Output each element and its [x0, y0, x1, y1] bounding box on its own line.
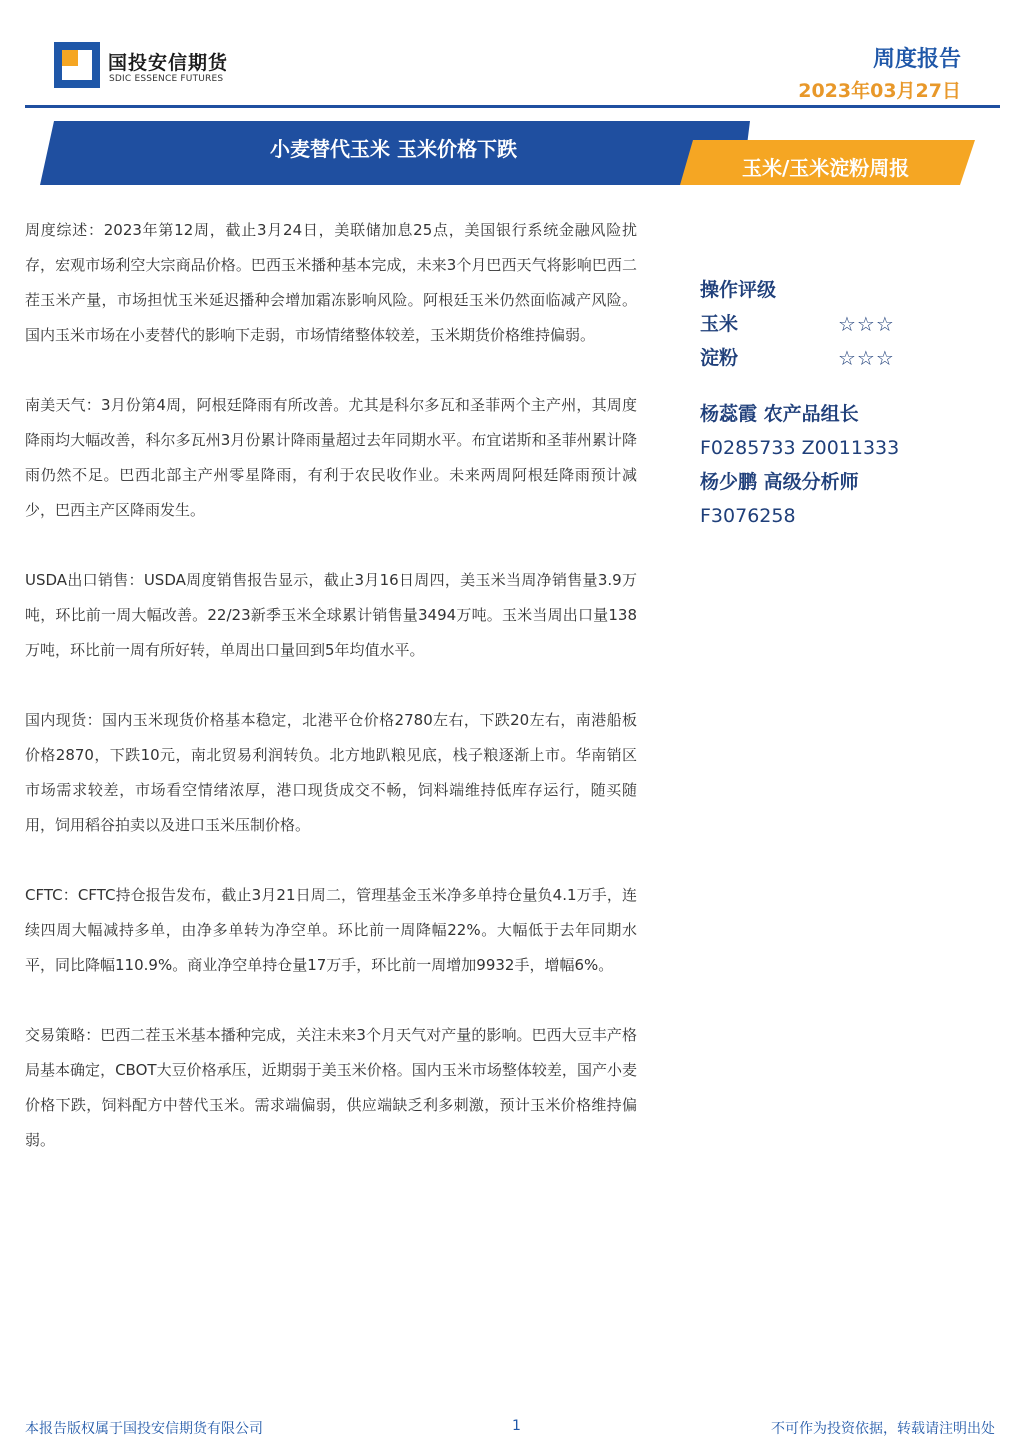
analyst-name: 杨蕊霞 农产品组长: [700, 403, 859, 425]
rating-heading: 操作评级: [700, 279, 777, 301]
paragraph-south-america-weather: 南美天气：3月份第4周，阿根廷降雨有所改善。尤其是科尔多瓦和圣菲两个主产州，其周度降雨均大幅改善，科尔多瓦州3月份累计降雨量超过去年同期水平。布宜诺斯和圣菲州累计降雨仍然不足。巴西北部主产州零星降雨，有利于农民收作业。未来两周阿根廷降雨预计减少，巴西主产区降雨发生。: [25, 396, 637, 519]
analyst-license-id: F0285733 Z0011333: [700, 437, 900, 459]
report-body: [25, 213, 637, 1193]
analyst-name: 杨少鹏 高级分析师: [700, 471, 859, 493]
footer-copyright: 本报告版权属于国投安信期货有限公司: [25, 1421, 263, 1437]
sidebar: [700, 273, 980, 533]
rating-name: 淀粉: [700, 347, 739, 369]
rating-row-corn: [700, 307, 980, 341]
paragraph-weekly-summary: 周度综述：2023年第12周，截止3月24日，美联储加息25点，美国银行系统金融风险扰存，宏观市场利空大宗商品价格。巴西玉米播种基本完成，未来3个月巴西天气将影响巴西二茬玉米产量，市场担忧玉米延迟播种会增加霜冻影响风险。阿根廷玉米仍然面临减产风险。国内玉米市场在小麦替代的影响下走弱，市场情绪整体较差，玉米期货价格维持偏弱。: [25, 221, 637, 344]
star-rating-icon: ☆☆☆: [838, 346, 895, 370]
rating-name: 玉米: [700, 313, 739, 335]
report-subtitle: 玉米/玉米淀粉周报: [742, 156, 910, 180]
report-title: 小麦替代玉米 玉米价格下跌: [270, 137, 517, 161]
paragraph-cftc: CFTC：CFTC持仓报告发布，截止3月21日周二，管理基金玉米净多单持仓量负4.1万手，连续四周大幅减持多单，由净多单转为净空单。环比前一周降幅22%。大幅低于去年同期水平，同比降幅110.9%。商业净空单持仓量17万手，环比前一周增加9932手，增幅6%。: [25, 886, 637, 974]
company-name-cn: 国投安信期货: [108, 52, 229, 74]
paragraph-domestic-spot: 国内现货：国内玉米现货价格基本稳定，北港平仓价格2780左右，下跌20左右，南港船板价格2870，下跌10元，南北贸易利润转负。北方地趴粮见底，栈子粮逐渐上市。华南销区市场需求较差，市场看空情绪浓厚，港口现货成交不畅，饲料端维持低库存运行，随买随用，饲用稻谷拍卖以及进口玉米压制价格。: [25, 711, 637, 834]
analyst-license-id: F3076258: [700, 505, 796, 527]
paragraph-trading-strategy: 交易策略：巴西二茬玉米基本播种完成，关注未来3个月天气对产量的影响。巴西大豆丰产格局基本确定，CBOT大豆价格承压，近期弱于美玉米价格。国内玉米市场整体较差，国产小麦价格下跌，饲料配方中替代玉米。需求端偏弱，供应端缺乏利多刺激，预计玉米价格维持偏弱。: [25, 1026, 637, 1149]
rating-row-starch: [700, 341, 980, 375]
page-number: 1: [512, 1418, 521, 1434]
company-name-en: SDIC ESSENCE FUTURES: [109, 74, 224, 84]
report-type: 周度报告: [872, 47, 961, 72]
footer-disclaimer: 不可作为投资依据，转载请注明出处: [771, 1421, 995, 1437]
report-date: 2023年03月27日: [798, 80, 961, 102]
star-rating-icon: ☆☆☆: [838, 312, 895, 336]
paragraph-usda-export-sales: USDA出口销售：USDA周度销售报告显示，截止3月16日周四，美玉米当周净销售量3.9万吨，环比前一周大幅改善。22/23新季玉米全球累计销售量3494万吨。玉米当周出口量138万吨，环比前一周有所好转，单周出口量回到5年均值水平。: [25, 571, 637, 659]
